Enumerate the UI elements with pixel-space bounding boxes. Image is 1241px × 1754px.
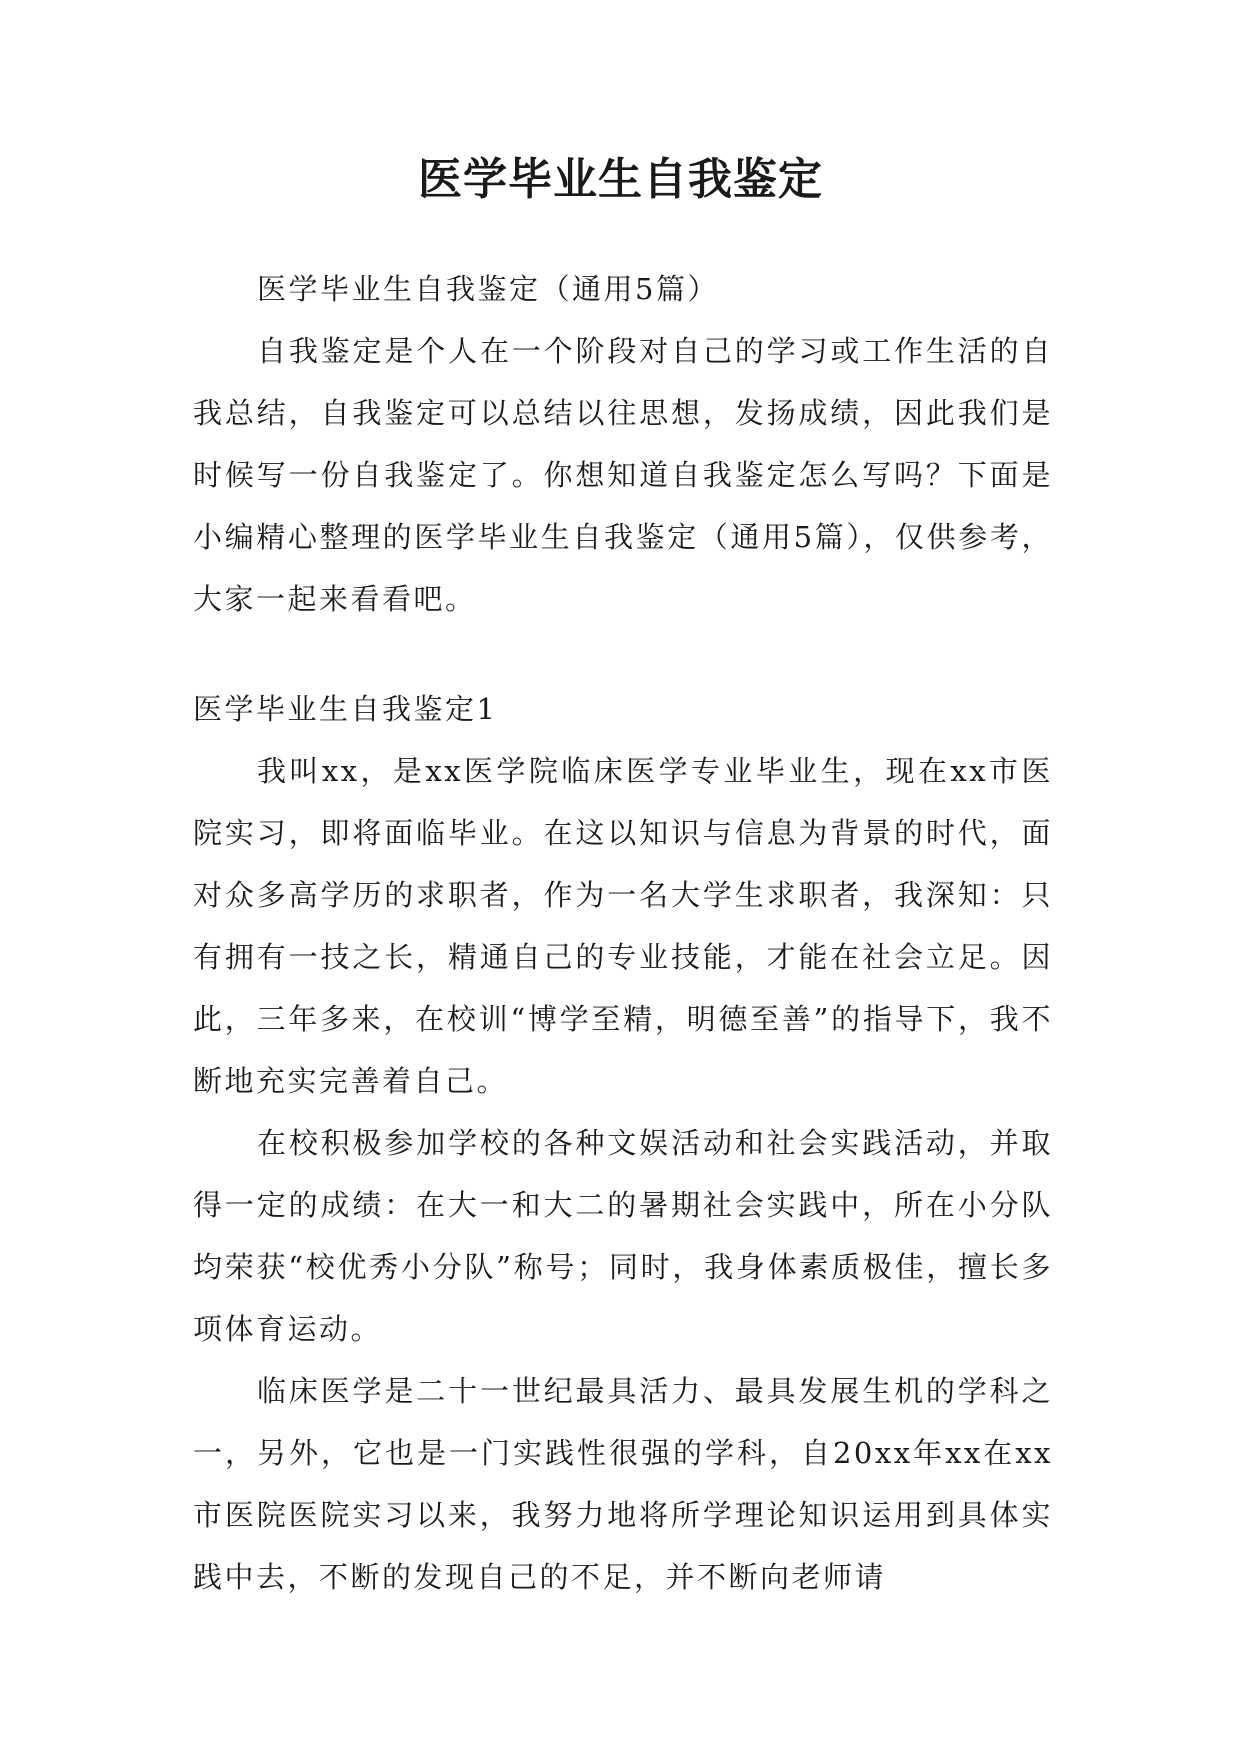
body-paragraph-3: 临床医学是二十一世纪最具活力、最具发展生机的学科之一，另外，它也是一门实践性很强的学科，自20xx年xx在xx市医院医院实习以来，我努力地将所学理论知识运用到具体实践中去，不断的发现自己的不足，并不断向老师请 <box>193 1374 1053 1594</box>
section-heading: 医学毕业生自我鉴定1 <box>193 692 498 726</box>
body-paragraph-2: 在校积极参加学校的各种文娱活动和社会实践活动，并取得一定的成绩：在大一和大二的暑期社会实践中，所在小分队均荣获“校优秀小分队”称号；同时，我身体素质极佳，擅长多项体育运动。 <box>193 1126 1053 1346</box>
intro-paragraph: 自我鉴定是个人在一个阶段对自己的学习或工作生活的自我总结，自我鉴定可以总结以往思想，发扬成绩，因此我们是时候写一份自我鉴定了。你想知道自我鉴定怎么写吗？下面是小编精心整理的医学毕业生自我鉴定（通用5篇），仅供参考，大家一起来看看吧。 <box>193 334 1053 616</box>
body-paragraph-1: 我叫xx，是xx医学院临床医学专业毕业生，现在xx市医院实习，即将面临毕业。在这以知识与信息为背景的时代，面对众多高学历的求职者，作为一名大学生求职者，我深知：只有拥有一技之长，精通自己的专业技能，才能在社会立足。因此，三年多来，在校训“博学至精，明德至善”的指导下，我不断地充实完善着自己。 <box>193 754 1053 1098</box>
document-title: 医学毕业生自我鉴定 <box>418 154 823 205</box>
section-gap <box>193 630 1053 678</box>
document-subtitle: 医学毕业生自我鉴定（通用5篇） <box>257 272 719 306</box>
document-body <box>193 258 1053 1608</box>
